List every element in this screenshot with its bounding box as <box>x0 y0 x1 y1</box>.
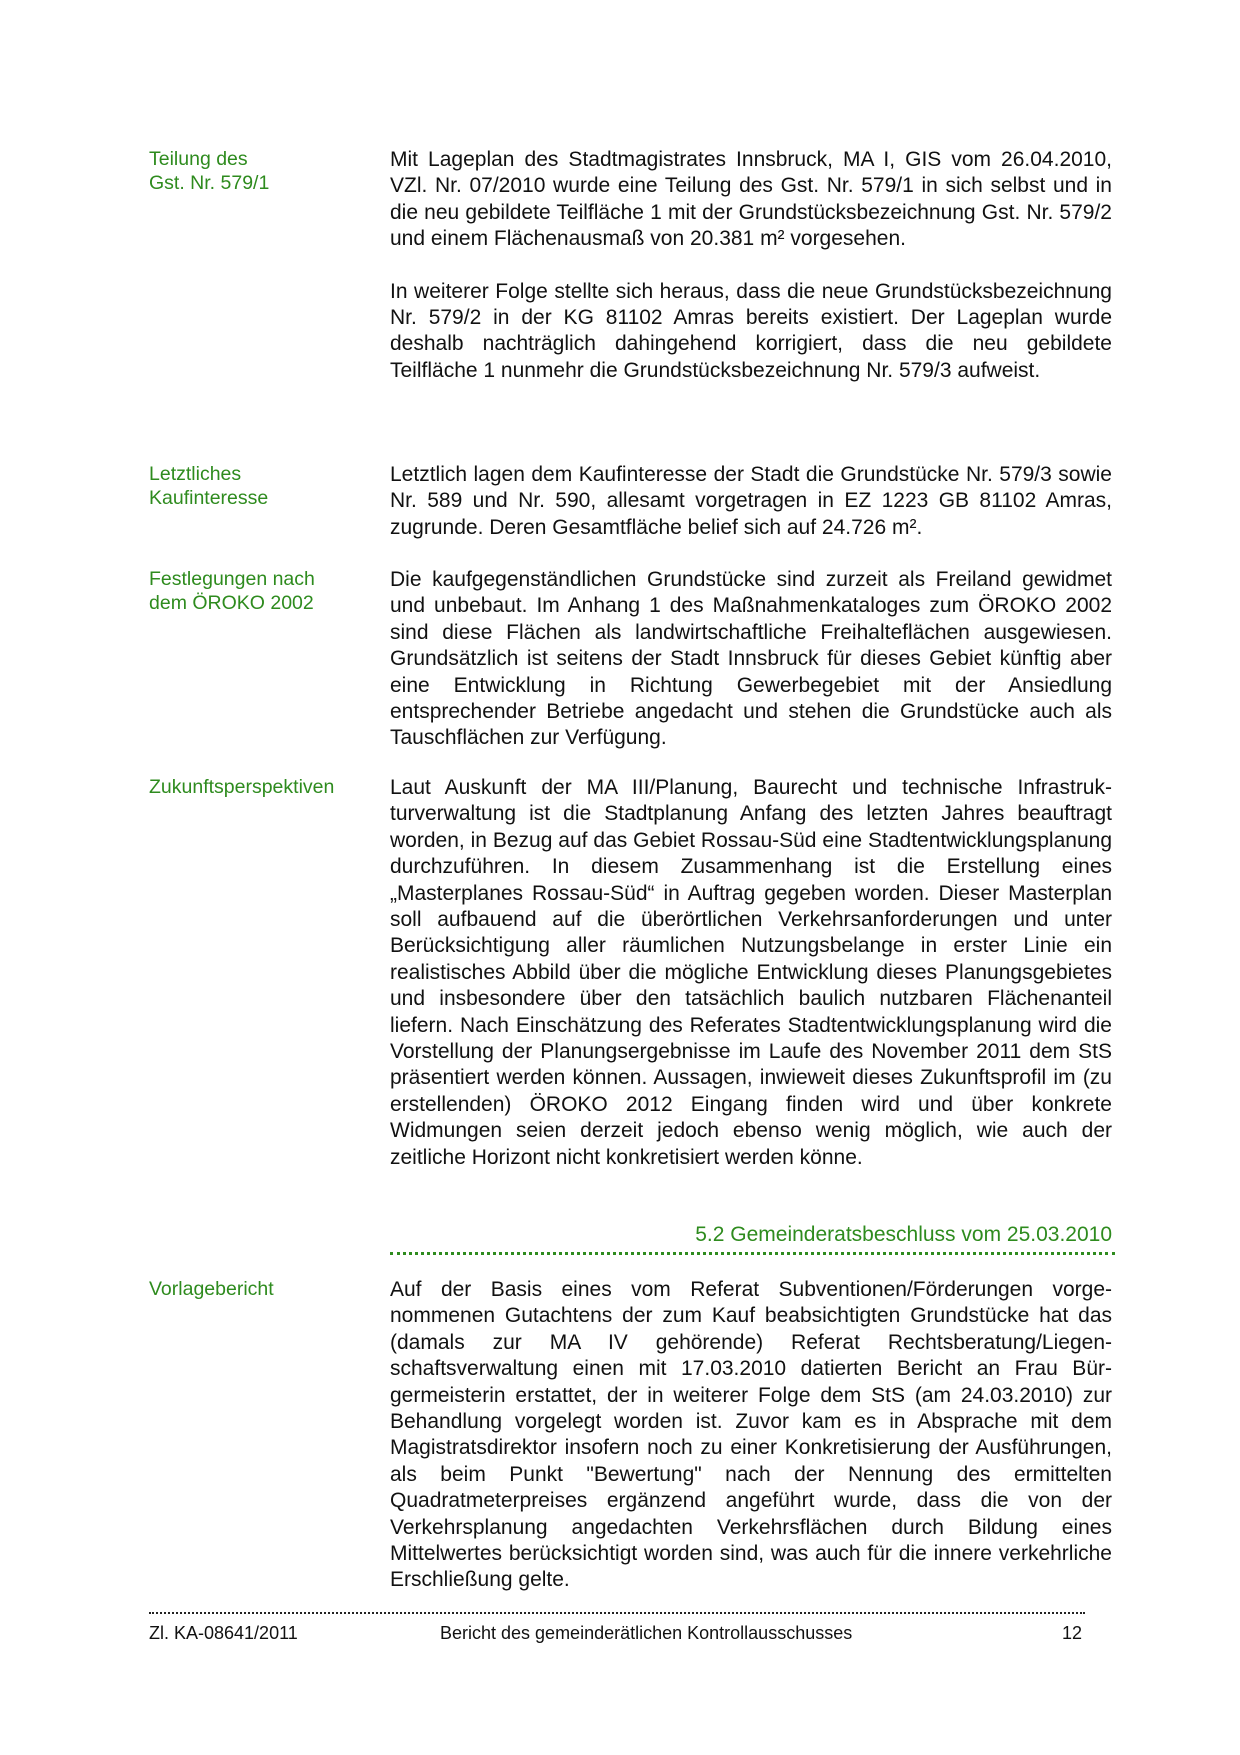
paragraph: Auf der Basis eines vom Referat Subventionen/Förderungen vorgenommenen Gutachtens der zum Kauf beabsichtigten Grundstücke hat das (damals zur MA IV gehörende) Referat Rechtsberatung/Liegenschaftsverwaltung einen mit 17.03.2010 datierten Bericht an Frau Bürgermeisterin erstattet, der in weiterer Folge dem StS (am 24.03.2010) zur Behandlung vorgelegt worden ist. Zuvor kam es in Absprache mit dem Magistratsdirektor insofern noch zu einer Konkretisierung der Ausführungen, als beim Punkt "Bewertung" nach der Nennung des ermittelten Quadratmeterpreises ergänzend angeführt wurde, dass die von der Verkehrsplanung angedachten Verkehrsflächen durch Bildung eines Mittelwertes berücksichtigt worden sind, was auch für die innere verkehrliche Erschließung gelte. <box>390 1278 1112 1592</box>
paragraph: In weiterer Folge stellte sich heraus, dass die neue Grundstücksbezeichnung Nr. 579/2 in der KG 81102 Amras bereits existiert. Der Lageplan wurde deshalb nachträglich dahingehend korrigiert, dass die neu gebildete Teilfläche 1 nunmehr die Grundstücksbezeichnung Nr. 579/3 aufweist. <box>390 279 1112 382</box>
margin-label-teilung: Teilung des Gst. Nr. 579/1 <box>149 148 270 194</box>
paragraph: Mit Lageplan des Stadtmagistrates Innsbruck, MA I, GIS vom 26.04.2010, VZl. Nr. 07/2010 wurde eine Teilung des Gst. Nr. 579/1 in sich selbst und in die neu gebildete Teilfläche 1 mit der Grundstücksbezeichnung Gst. Nr. 579/2 und einem Flächenausmaß von 20.381 m² vorgesehen. <box>390 148 1112 251</box>
section-kaufinteresse-text <box>390 462 1112 541</box>
section-heading: 5.2 Gemeinderatsbeschluss vom 25.03.2010 <box>695 1223 1112 1246</box>
section-heading-divider <box>390 1252 1115 1255</box>
paragraph: Laut Auskunft der MA III/Planung, Baurecht und technische Infrastrukturverwaltung ist die Stadtplanung Anfang des letzten Jahres beauftragt worden, in Bezug auf das Gebiet Rossau-Süd eine Stadtentwicklungsplanung durchzuführen. In diesem Zusammenhang ist die Erstellung eines „Masterplanes Rossau-Süd“ in Auftrag gegeben worden. Dieser Masterplan soll aufbauend auf die überörtlichen Verkehrsanforderungen und unter Berücksichtigung aller räumlichen Nutzungsbelange in erster Linie ein realistisches Abbild über die mögliche Entwicklung dieses Planungsgebietes und insbesondere über den tatsächlich baulich nutzbaren Flächenanteil liefern. Nach Einschätzung des Referates Stadtentwicklungsplanung wird die Vorstellung der Planungsergebnisse im Laufe des November 2011 dem StS präsentiert werden können. Aussagen, inwieweit dieses Zukunftsprofil im (zu erstellenden) ÖROKO 2012 Eingang finden wird und über konkrete Widmungen seien derzeit jedoch ebenso wenig möglich, wie auch der zeitliche Horizont nicht konkretisiert werden könne. <box>390 776 1112 1169</box>
section-vorlagebericht-text <box>390 1277 1112 1594</box>
section-festlegungen-text <box>390 567 1112 752</box>
footer-reference: Zl. KA-08641/2011 <box>149 1623 298 1643</box>
paragraph: Die kaufgegenständlichen Grundstücke sind zurzeit als Freiland gewidmet und unbebaut. Im Anhang 1 des Maßnahmenkataloges zum ÖROKO 2002 sind diese Flächen als landwirtschaftliche Freihalteflächen ausgewiesen. Grundsätzlich ist seitens der Stadt Innsbruck für dieses Gebiet künftig aber eine Entwicklung in Richtung Gewerbegebiet mit der Ansiedlung entsprechender Betriebe angedacht und stehen die Grundstücke auch als Tauschflächen zur Verfügung. <box>390 568 1112 750</box>
margin-label-festlegungen: Festlegungen nach dem ÖROKO 2002 <box>149 568 315 614</box>
paragraph: Letztlich lagen dem Kaufinteresse der Stadt die Grundstücke Nr. 579/3 sowie Nr. 589 und Nr. 590, allesamt vorgetragen in EZ 1223 GB 81102 Amras, zugrunde. Deren Gesamtfläche belief sich auf 24.726 m². <box>390 463 1112 539</box>
footer-title: Bericht des gemeinderätlichen Kontrollausschusses <box>440 1623 853 1643</box>
margin-label-kaufinteresse: Letztliches Kaufinteresse <box>149 463 269 509</box>
page-number: 12 <box>1062 1623 1083 1643</box>
section-teilung-text <box>390 147 1112 384</box>
margin-label-zukunftsperspektiven: Zukunftsperspektiven <box>149 776 335 798</box>
footer-divider <box>149 1612 1085 1614</box>
section-zukunftsperspektiven-text <box>390 775 1112 1171</box>
margin-label-vorlagebericht: Vorlagebericht <box>149 1278 274 1300</box>
